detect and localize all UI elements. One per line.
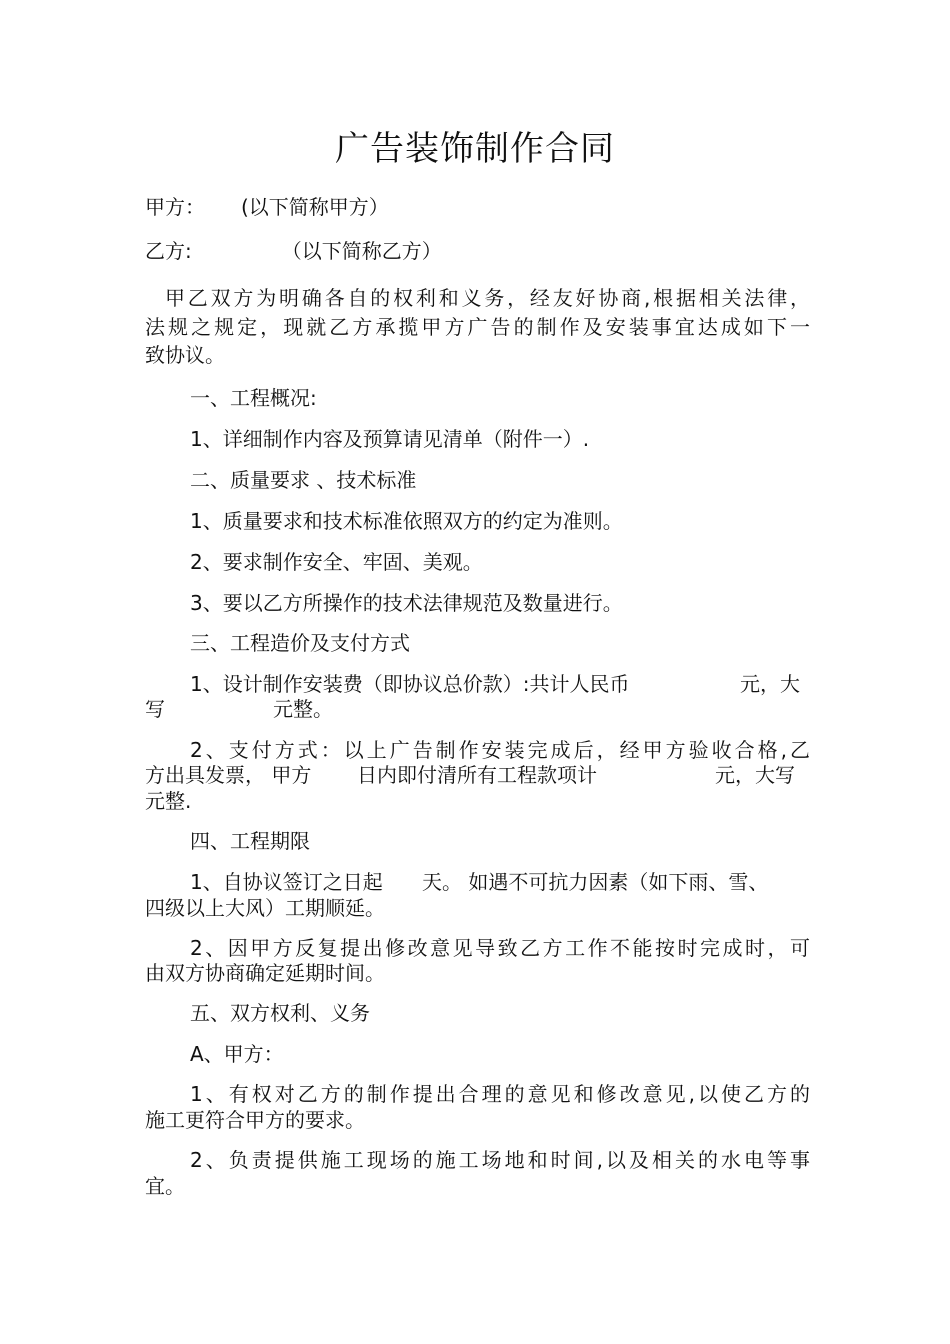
party-b-line xyxy=(145,239,810,263)
section-3-item-2-line-3: 元整. xyxy=(145,789,192,813)
fee-text: 1、设计制作安装费（即协议总价款）:共计人民币 xyxy=(190,672,630,696)
intro-line-2: 法规之规定，现就乙方承揽甲方广告的制作及安装事宜达成如下一 xyxy=(145,315,810,339)
section-4-heading: 四、工程期限 xyxy=(190,829,310,853)
section-4-item-2-line-2: 由双方协商确定延期时间。 xyxy=(145,961,385,985)
document-title: 广告装饰制作合同 xyxy=(335,129,615,169)
section-1-heading: 一、工程概况: xyxy=(190,386,317,410)
section-5-sub-a: A、甲方： xyxy=(190,1042,284,1066)
section-2-heading: 二、质量要求 、技术标准 xyxy=(190,468,417,492)
section-2-item-2: 2、要求制作安全、牢固、美观。 xyxy=(190,550,483,574)
section-4-item-1-line-1 xyxy=(190,870,810,894)
fee-capital-label: 写 xyxy=(145,697,165,721)
fee-capital-unit: 元整。 xyxy=(273,697,333,721)
section-5-heading: 五、双方权利、义务 xyxy=(190,1001,370,1025)
party-a-note: (以下简称甲方） xyxy=(241,195,389,219)
fee-unit: 元，大 xyxy=(740,672,800,696)
party-a-line xyxy=(145,195,810,219)
party-a-label: 甲方： xyxy=(145,195,205,219)
period-text-a: 1、自协议签订之日起 xyxy=(190,870,383,894)
section-4-item-1-line-2: 四级以上大风）工期顺延。 xyxy=(145,896,385,920)
party-b-label: 乙方: xyxy=(145,239,192,263)
intro-line-3: 致协议。 xyxy=(145,343,225,367)
payment-text-a: 方出具发票， 甲方 xyxy=(145,763,312,787)
section-3-heading: 三、工程造价及支付方式 xyxy=(190,631,410,655)
section-5-a2-line-1: 2、负责提供施工现场的施工场地和时间,以及相关的水电等事 xyxy=(190,1148,810,1172)
section-3-item-2-line-2 xyxy=(145,763,810,787)
period-text-b: 天。 如遇不可抗力因素（如下雨、雪、 xyxy=(422,870,769,894)
section-3-item-1-line-2 xyxy=(145,697,810,721)
section-3-item-2-line-1: 2、支付方式：以上广告制作安装完成后，经甲方验收合格,乙 xyxy=(190,738,810,762)
section-2-item-1: 1、质量要求和技术标准依照双方的约定为准则。 xyxy=(190,509,623,533)
section-2-item-3: 3、要以乙方所操作的技术法律规范及数量进行。 xyxy=(190,591,623,615)
section-4-item-2-line-1: 2、因甲方反复提出修改意见导致乙方工作不能按时完成时，可 xyxy=(190,936,810,960)
section-5-a2-line-2: 宜。 xyxy=(145,1174,185,1198)
payment-text-c: 元，大写 xyxy=(715,763,795,787)
intro-line-1: 甲乙双方为明确各自的权利和义务，经友好协商,根据相关法律， xyxy=(165,286,810,310)
section-5-a1-line-2: 施工更符合甲方的要求。 xyxy=(145,1108,365,1132)
section-5-a1-line-1: 1、有权对乙方的制作提出合理的意见和修改意见,以使乙方的 xyxy=(190,1082,810,1106)
section-3-item-1-line-1 xyxy=(190,672,810,696)
party-b-note: （以下简称乙方） xyxy=(281,239,442,263)
section-1-item-1: 1、详细制作内容及预算请见清单（附件一）. xyxy=(190,427,590,451)
payment-text-b: 日内即付清所有工程款项计 xyxy=(357,763,597,787)
